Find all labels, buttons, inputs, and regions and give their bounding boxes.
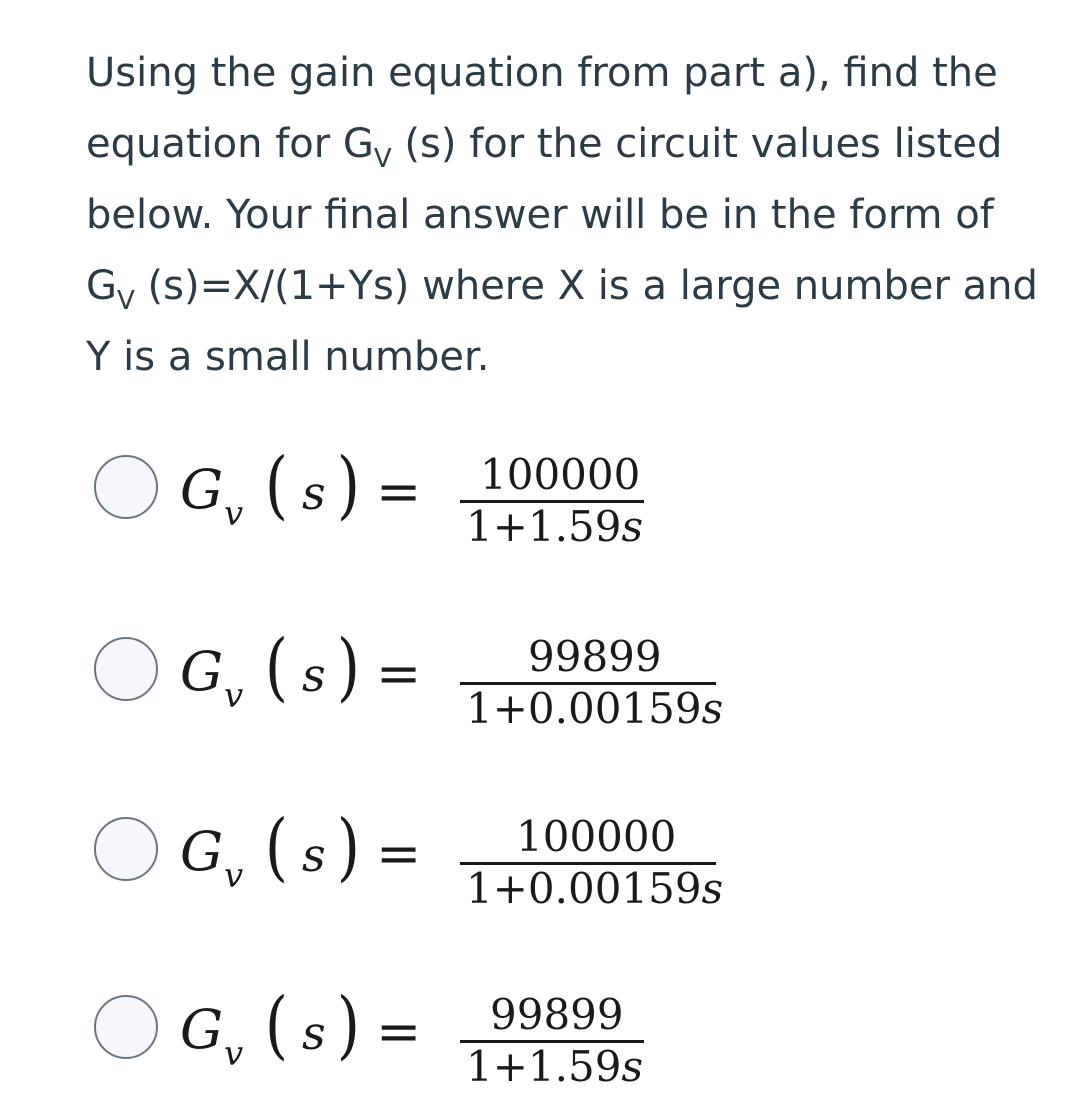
numerator: 99899: [528, 632, 662, 681]
right-paren: ): [336, 982, 360, 1068]
answer-option-1[interactable]: [94, 442, 794, 562]
math-sub-v: v: [224, 856, 244, 896]
equals-sign: =: [376, 1000, 422, 1063]
right-paren: ): [336, 442, 360, 528]
question-line-5: Y is a small number.: [86, 334, 490, 380]
radio-button[interactable]: [94, 455, 158, 519]
right-paren: ): [336, 804, 360, 890]
denominator: [466, 502, 643, 551]
denominator-var: s: [701, 684, 724, 733]
denominator-prefix: 1+1.59: [466, 502, 622, 551]
math-g: G: [180, 998, 224, 1061]
question-text: [86, 38, 1066, 393]
radio-button[interactable]: [94, 637, 158, 701]
answer-option-2[interactable]: [94, 624, 794, 744]
math-s: s: [302, 1006, 326, 1060]
denominator: [466, 1042, 643, 1091]
math-s: s: [302, 828, 326, 882]
denominator: [466, 864, 723, 913]
question-line-2-text: equation for G: [86, 121, 374, 167]
denominator-prefix: 1+1.59: [466, 1042, 622, 1091]
question-line-1: Using the gain equation from part a), find the: [86, 50, 998, 96]
radio-button[interactable]: [94, 995, 158, 1059]
numerator: 99899: [490, 990, 624, 1039]
math-g: G: [180, 640, 224, 703]
denominator-var: s: [621, 502, 643, 551]
answer-option-4[interactable]: [94, 982, 794, 1102]
math-s: s: [302, 648, 326, 702]
answer-option-3[interactable]: [94, 804, 794, 924]
radio-button[interactable]: [94, 817, 158, 881]
right-paren: ): [336, 624, 360, 710]
question-line-4: [86, 251, 1066, 322]
math-g: G: [180, 458, 224, 521]
equals-sign: =: [376, 460, 422, 523]
denominator-var: s: [621, 1042, 643, 1091]
question-line-3: below. Your final answer will be in the form of: [86, 192, 994, 238]
math-sub-v: v: [224, 676, 244, 716]
numerator: 100000: [516, 812, 677, 861]
left-paren: (: [264, 442, 288, 528]
question-line-4-rest: (s)=X/(1+Ys) where X is a large number and: [134, 263, 1038, 309]
left-paren: (: [264, 804, 288, 890]
math-g: G: [180, 820, 224, 883]
denominator-prefix: 1+0.00159: [466, 684, 702, 733]
denominator-var: s: [701, 864, 724, 913]
numerator: 100000: [480, 450, 641, 499]
math-sub-v: v: [224, 1034, 244, 1074]
left-paren: (: [264, 982, 288, 1068]
equals-sign: =: [376, 642, 422, 705]
left-paren: (: [264, 624, 288, 710]
subscript-v: V: [117, 286, 135, 316]
question-line-2: [86, 109, 1066, 180]
denominator-prefix: 1+0.00159: [466, 864, 702, 913]
question-line-4-text: G: [86, 263, 117, 309]
math-s: s: [302, 466, 326, 520]
denominator: [466, 684, 723, 733]
equals-sign: =: [376, 822, 422, 885]
question-line-2-rest: (s) for the circuit values listed: [391, 121, 1003, 167]
subscript-v: V: [373, 144, 392, 174]
math-sub-v: v: [224, 494, 244, 534]
